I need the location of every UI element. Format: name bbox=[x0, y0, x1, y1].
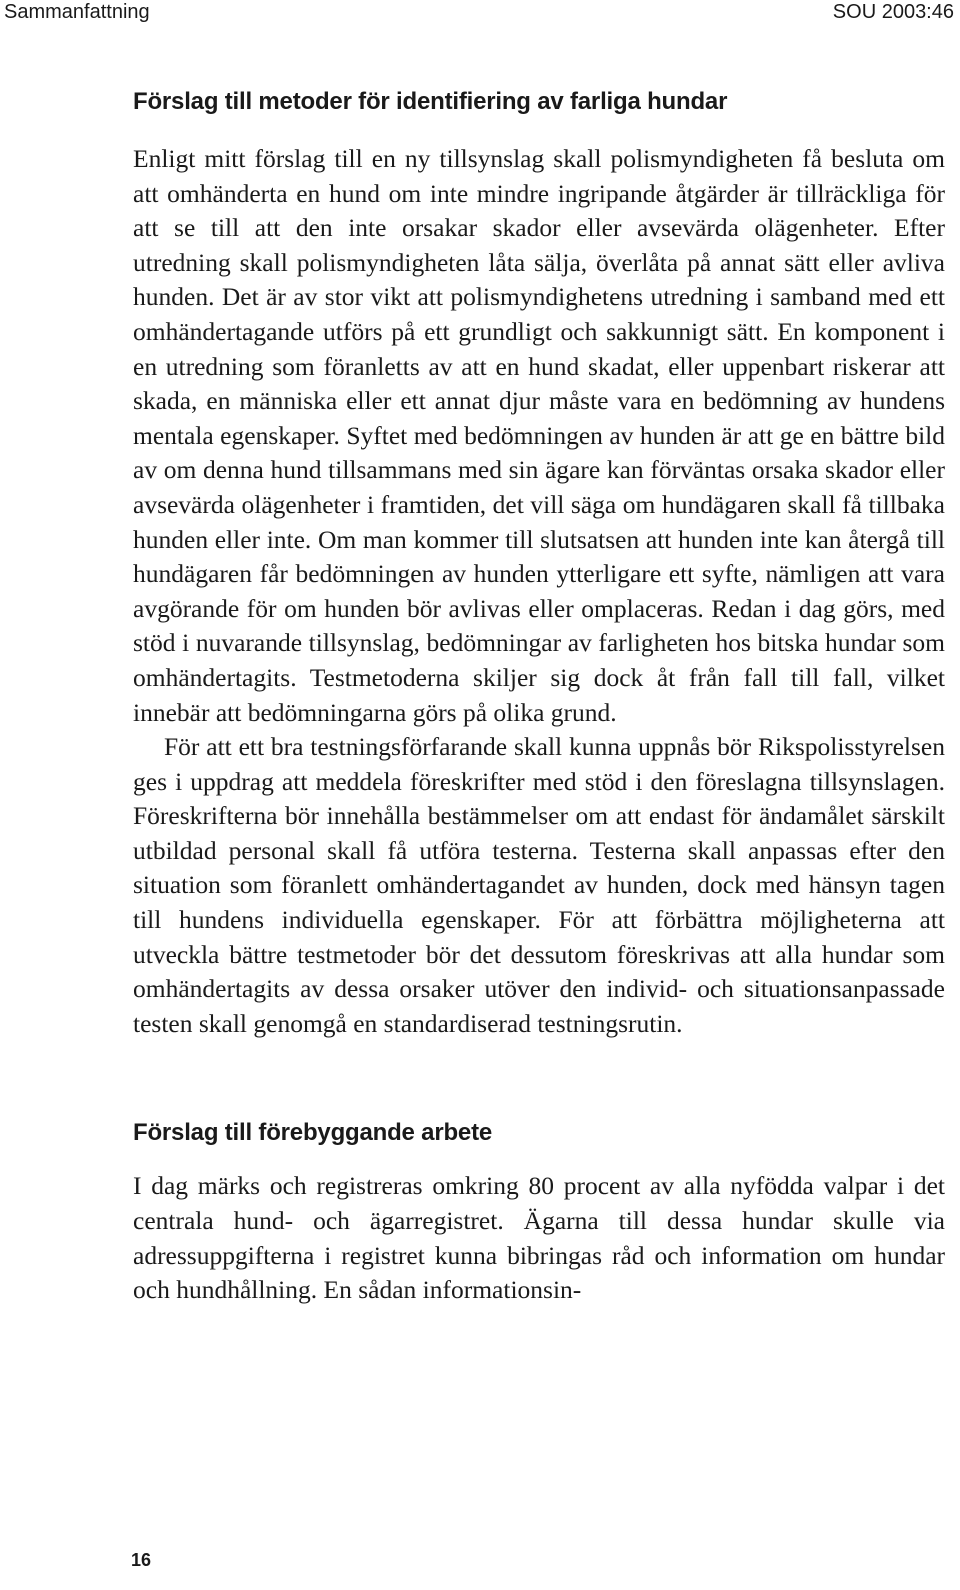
section-heading-identification: Förslag till metoder för identifiering av farliga hundar bbox=[133, 88, 728, 115]
page-number: 16 bbox=[131, 1550, 152, 1570]
body-paragraph: I dag märks och registreras omkring 80 procent av alla nyfödda valpar i det centrala hund- och ägarregistret. Ägarna till dessa hundar skulle via adressuppgifterna i registret kunna bibringas råd och information om hundar och hundhållning. En sådan informationsin- bbox=[133, 1171, 945, 1305]
header-section-title: Sammanfattning bbox=[4, 1, 150, 23]
page-body bbox=[133, 86, 945, 1308]
body-paragraph: Enligt mitt förslag till en ny tillsynslag skall polismyndigheten få besluta om att omhänderta en hund om inte mindre ingripande åtgärder är tillräckliga för att se till att den inte orsakar skador eller avsevärda olägenheter. Efter utredning skall polismyndigheten låta sälja, överlåta på annat sätt eller avliva hunden. Det är av stor vikt att polismyndighetens utredning i samband med ett omhändertagande utförs på ett grundligt och sakkunnigt sätt. En komponent i en utredning som föranletts av att en hund skadat, eller uppenbart riskerar att skada, en människa eller ett annat djur måste vara en bedömning av hundens mentala egenskaper. Syftet med bedömningen av hunden är att ge en bättre bild av om denna hund tillsammans med sin ägare kan förväntas orsaka skador eller avsevärda olägenheter i framtiden, det vill säga om hundägaren skall få tillbaka hunden eller inte. Om man kommer till slutsatsen att hunden inte kan återgå till hundägaren får bedömningen av hunden ytterligare ett syfte, nämligen att vara avgörande för om hunden bör avlivas eller omplaceras. Redan i dag görs, med stöd i nuvarande tillsynslag, bedömningar av farligheten hos bitska hundar som omhändertagits. Testmetoderna skiljer sig dock åt från fall till fall, vilket innebär att bedömningarna görs på olika grund. bbox=[133, 144, 945, 727]
running-header bbox=[0, 0, 960, 24]
section-heading-preventive-work: Förslag till förebyggande arbete bbox=[133, 1119, 493, 1147]
section-preventive-work bbox=[133, 1117, 945, 1307]
header-document-id: SOU 2003:46 bbox=[832, 1, 954, 23]
body-paragraph: För att ett bra testningsförfarande skall kunna uppnås bör Rikspolisstyrelsen ges i uppdrag att meddela föreskrifter med stöd i den föreslagna tillsynslagen. Föreskrifterna bör innehålla bestämmelser om att endast för ändamålet särskilt utbildad personal skall få utföra testerna. Testerna skall anpassas efter den situation som föranlett omhändertagandet av hunden, dock med hänsyn tagen till hundens individuella egenskaper. För att förbättra möjligheterna att utveckla bättre testmetoder bör det dessutom föreskrivas att alla hundar som omhändertagits av dessa orsaker utöver den individ- och situationsanpassade testen skall genomgå en standardiserad testningsrutin. bbox=[133, 732, 945, 1038]
